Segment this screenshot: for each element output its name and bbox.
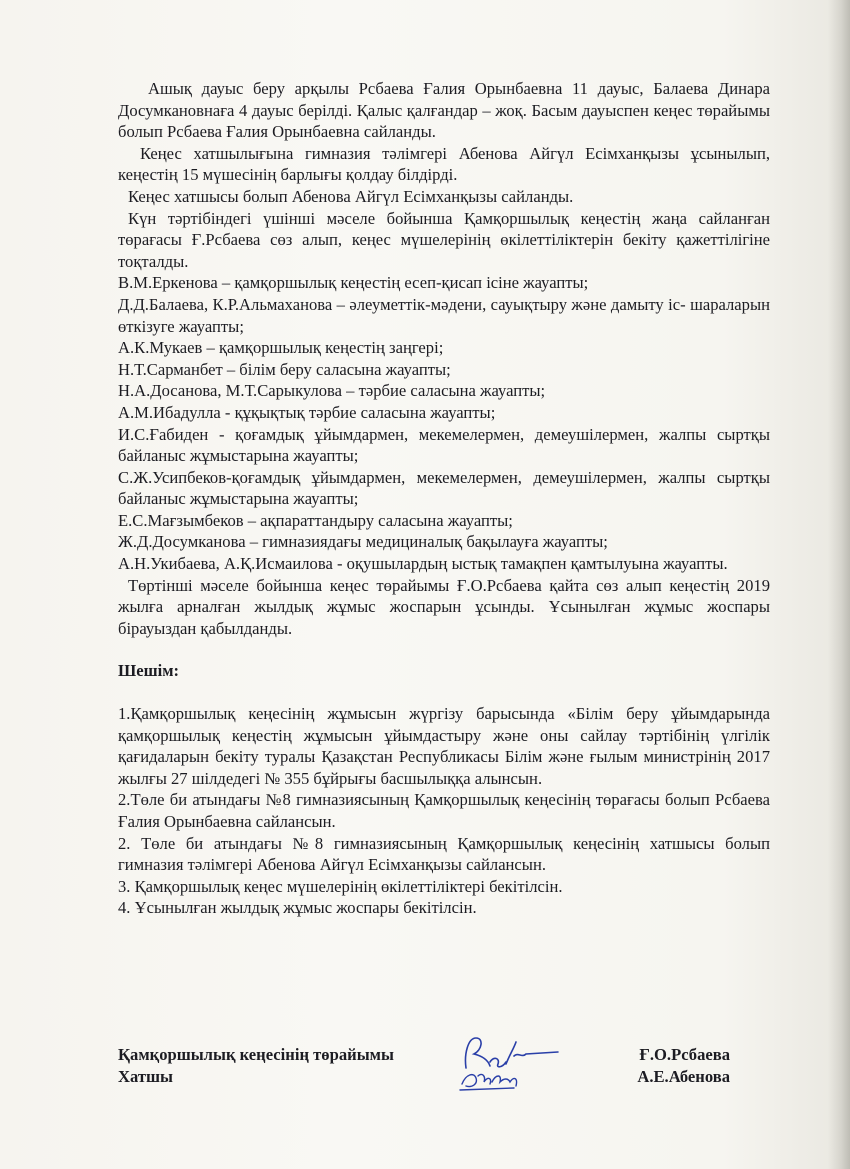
chair-name: Ғ.О.Рсбаева	[639, 1045, 730, 1064]
signature-block	[118, 1044, 730, 1088]
list-item: Н.Т.Сарманбет – білім беру саласына жауапты;	[118, 359, 451, 379]
list-item: Е.С.Мағзымбеков – ақпараттандыру саласына жауапты;	[118, 510, 513, 530]
secretary-title: Хатшы	[118, 1067, 173, 1086]
page-edge-shadow	[828, 0, 850, 1169]
list-item: А.К.Мукаев – қамқоршылық кеңестің заңгері;	[118, 338, 444, 358]
decision-item: 4. Ұсынылған жылдық жұмыс жоспары бекітілсін.	[118, 898, 477, 918]
list-item: С.Ж.Усипбеков-қоғамдық ұйымдармен, мекемелермен, демеушілермен, жалпы сыртқы байланыс жұмыстарына жауапты;	[118, 467, 770, 509]
spacer	[118, 639, 770, 660]
list-item: А.М.Ибадулла - құқықтық тәрбие саласына жауапты;	[118, 402, 496, 422]
decision-item: 2.Төле би атындағы №8 гимназиясының Қамқоршылық кеңесінің төрағасы болып Рсбаева Ғалия Орынбаевна сайлансын.	[118, 790, 770, 831]
decision-item: 1.Қамқоршылық кеңесінің жұмысын жүргізу барысында «Білім беру ұйымдарында қамқоршылық кеңестің жұмысын ұйымдастыру және оны сайлау тәртібінің үлгілік қағидаларын бекіту туралы Қазақстан Республикасы Білім және ғылым министрінің 2017 жылғы 27 шілдедегі № 355 бұйрығы басшылыққа алынсын.	[118, 704, 770, 788]
document-body	[118, 78, 770, 919]
chair-signature-row	[118, 1044, 730, 1066]
paragraph-secretary-elected: Кеңес хатшысы болып Абенова Айгүл Есімханқызы сайланды.	[128, 186, 574, 206]
decision-item: 2. Төле би атындағы №8 гимназиясының Қамқоршылық кеңесінің хатшысы болып гимназия тәлімгері Абенова Айгүл Есімханқызы сайлансын.	[118, 833, 770, 875]
paragraph-vote-result: Ашық дауыс беру арқылы Рсбаева Ғалия Орынбаевна 11 дауыс, Балаева Динара Досумкановнаға 4 дауыс берілді. Қалыс қалғандар – жоқ. Басым дауыспен кеңес төрайымы болып Рсбаева Ғалия Орынбаевна сайланды.	[118, 79, 770, 142]
paragraph-secretary-nomination: Кеңес хатшылығына гимназия тәлімгері Абенова Айгүл Есімханқызы ұсынылып, кеңестің 15 мүшесінің барлығы қолдау білдірді.	[118, 143, 770, 185]
secretary-signature-row	[118, 1066, 730, 1088]
list-item: А.Н.Укибаева, А.Қ.Исмаилова - оқушылардың ыстық тамақпен қамтылуына жауапты.	[118, 554, 728, 574]
list-item: В.М.Еркенова – қамқоршылық кеңестің есеп-қисап ісіне жауапты;	[118, 273, 589, 293]
list-item: И.С.Ғабиден - қоғамдық ұйымдармен, мекемелермен, демеушілермен, жалпы сыртқы байланыс жұмыстарына жауапты;	[118, 424, 770, 466]
chair-title: Қамқоршылық кеңесінің төрайымы	[118, 1045, 394, 1064]
secretary-name: А.Е.Абенова	[637, 1067, 730, 1086]
spacer	[118, 682, 770, 703]
list-item: Ж.Д.Досумканова – гимназиядағы медициналық бақылауға жауапты;	[118, 532, 608, 552]
paragraph-third-issue: Күн тәртібіндегі үшінші мәселе бойынша Қамқоршылық кеңестің жаңа сайланған төрағасы Ғ.Рсбаева сөз алып, кеңес мүшелерінің өкілеттіліктерін бекіту қажеттілігіне тоқталды.	[118, 208, 770, 271]
paragraph-fourth-issue: Төртінші мәселе бойынша кеңес төрайымы Ғ.О.Рсбаева қайта сөз алып кеңестің 2019 жылға арналған жылдық жұмыс жоспарын ұсынды. Ұсынылған жұмыс жоспары бірауыздан қабылданды.	[118, 575, 770, 638]
list-item: Д.Д.Балаева, К.Р.Альмаханова – әлеуметтік-мәдени, сауықтыру және дамыту іс- шараларын өткізуге жауапты;	[118, 294, 770, 336]
decision-heading: Шешім:	[118, 661, 180, 681]
decision-item: 3. Қамқоршылық кеңес мүшелерінің өкілеттіліктері бекітілсін.	[118, 876, 563, 896]
list-item: Н.А.Досанова, М.Т.Сарыкулова – тәрбие саласына жауапты;	[118, 381, 546, 401]
